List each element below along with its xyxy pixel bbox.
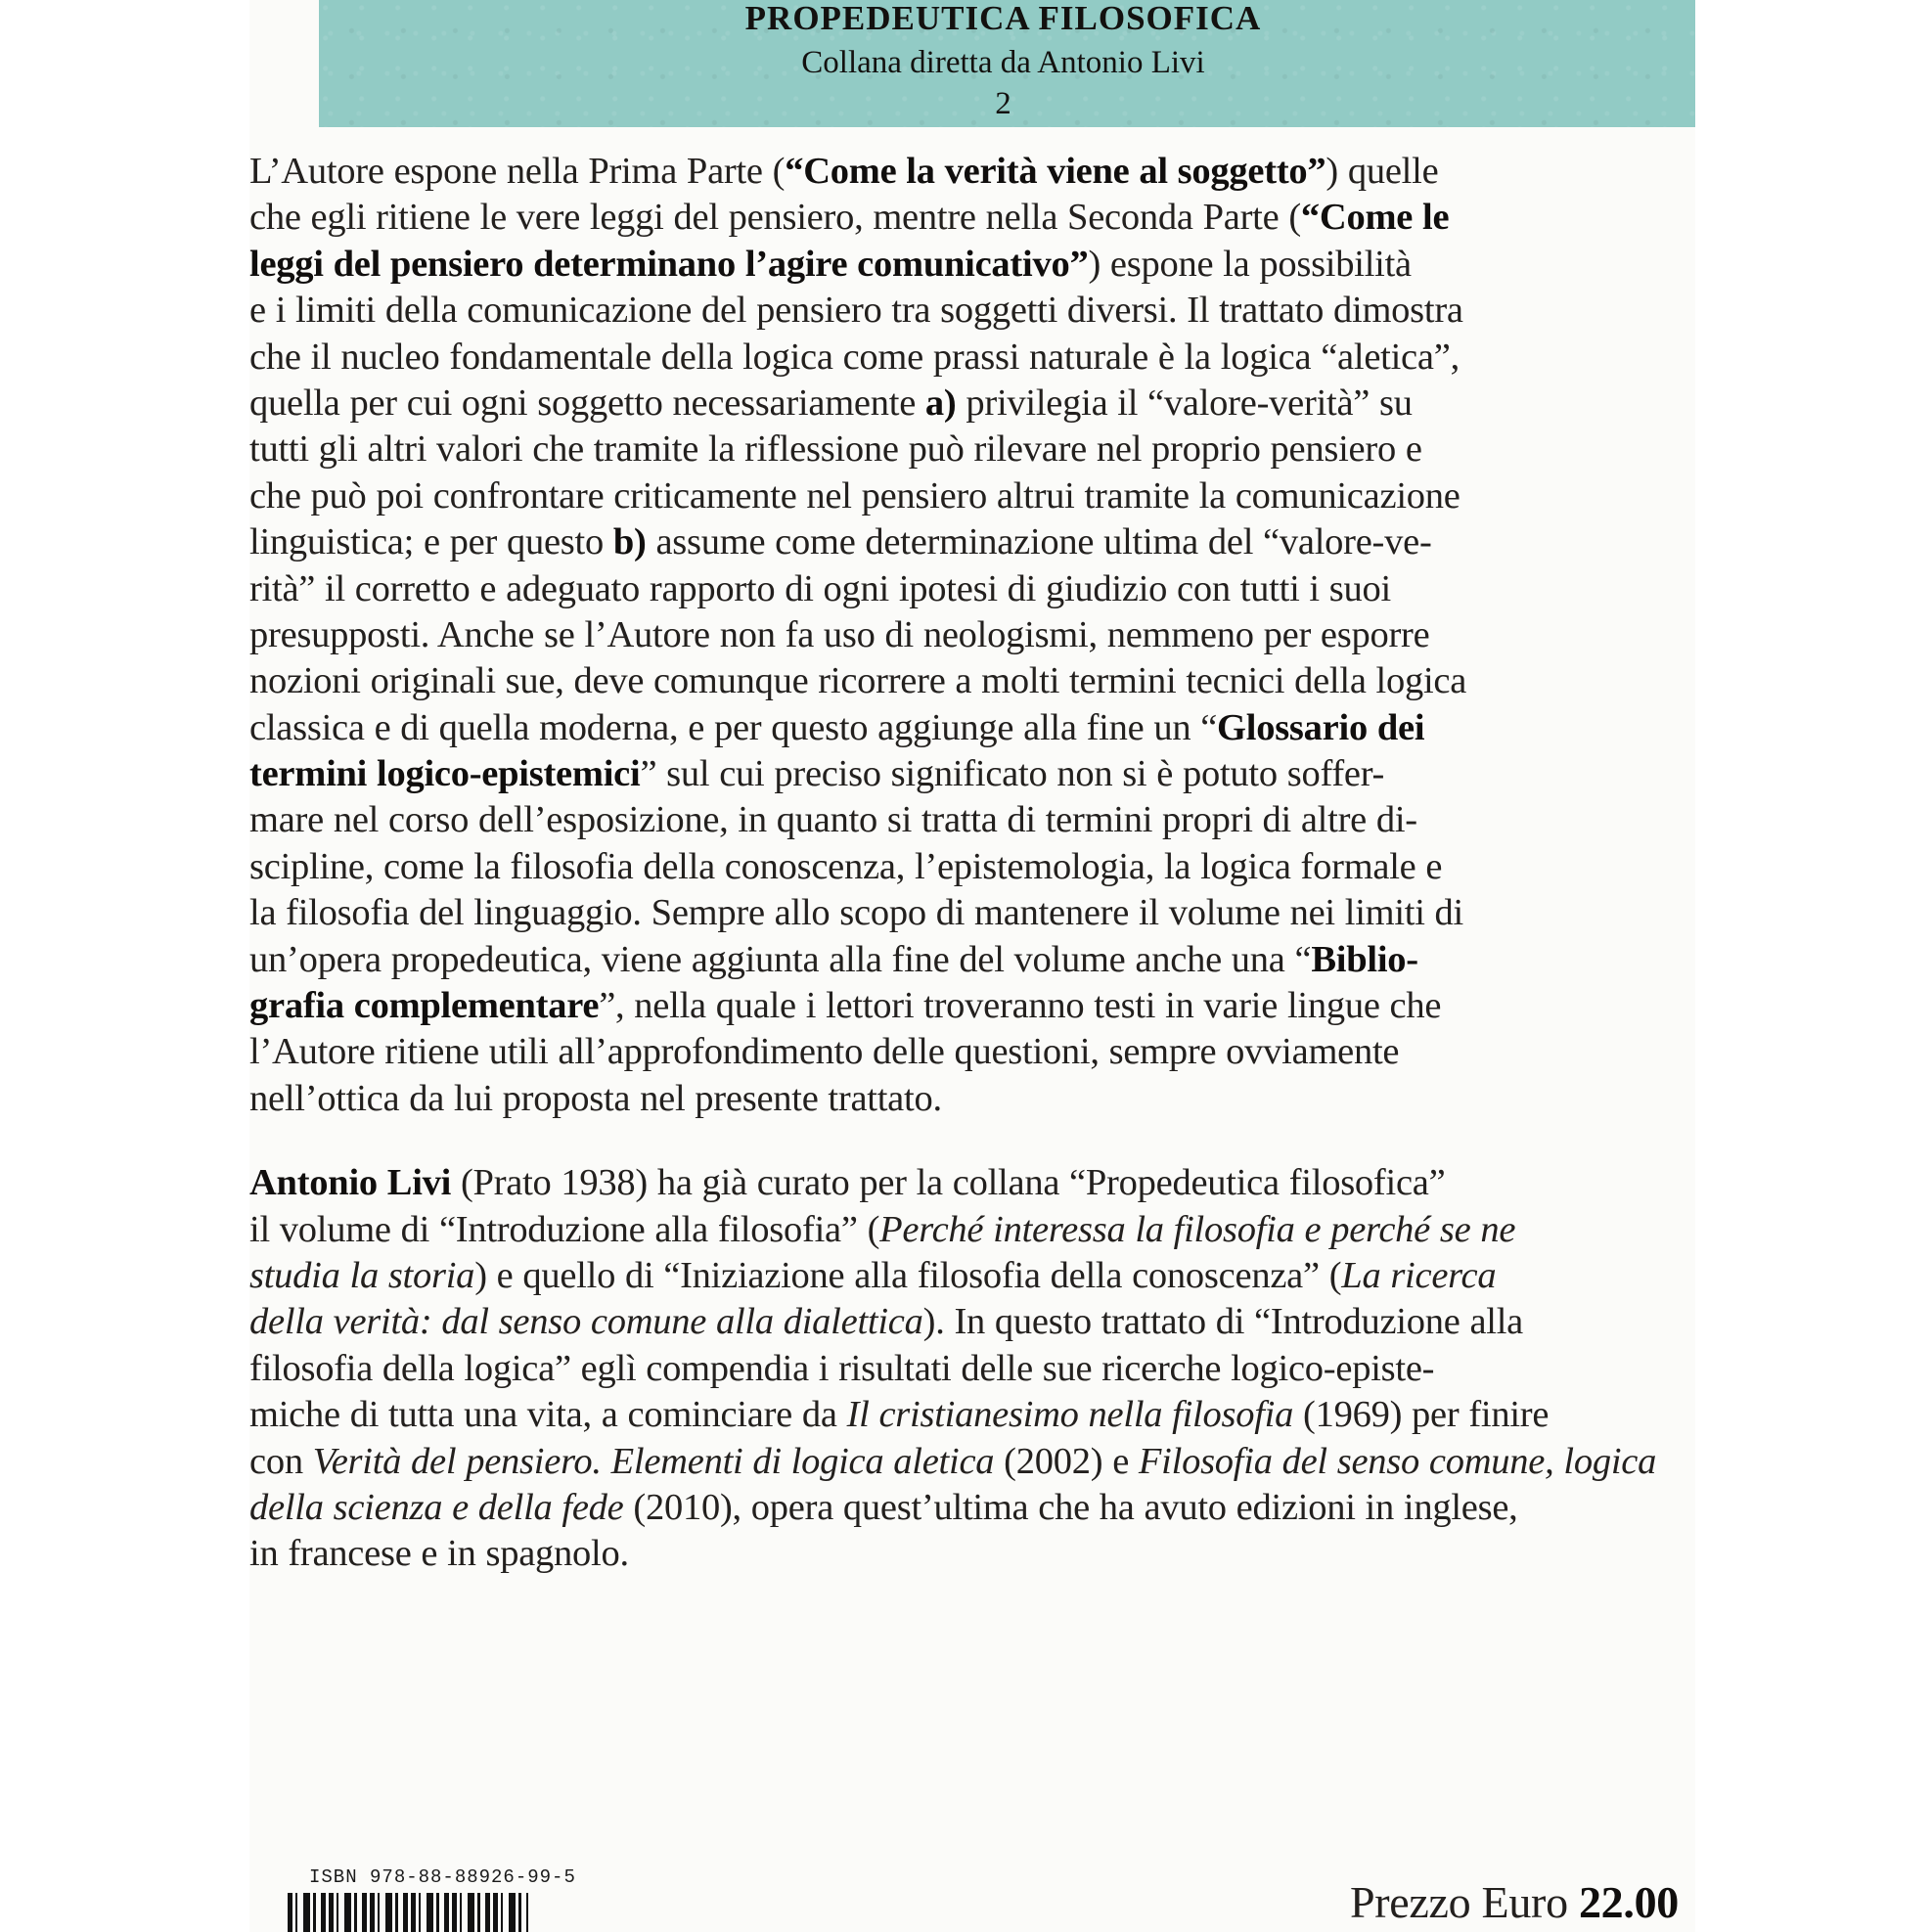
- text-line: della scienza e della fede (2010), opera quest’ultima che ha avuto edizioni in inglese,: [249, 1486, 1518, 1528]
- text-line: della verità: dal senso comune alla dialettica). In questo trattato di “Introduzione alla: [249, 1301, 1524, 1343]
- text-line: che può poi confrontare criticamente nel pensiero altrui tramite la comunicazione: [249, 474, 1460, 517]
- text-line: un’opera propedeutica, viene aggiunta alla fine del volume anche una “Biblio-: [249, 938, 1418, 980]
- price-amount: 22.00: [1578, 1877, 1679, 1927]
- blurb-text-block: [249, 127, 1834, 1578]
- text-line: che il nucleo fondamentale della logica come prassi naturale è la logica “aletica”,: [249, 336, 1460, 378]
- right-gutter: [1695, 0, 1932, 1932]
- text-line: Antonio Livi (Prato 1938) ha già curato per la collana “Propedeutica filosofica”: [249, 1162, 1446, 1204]
- text-line: il volume di “Introduzione alla filosofia” (Perché interessa la filosofia e perché se ne: [249, 1208, 1516, 1250]
- text-line: nozioni originali sue, deve comunque ricorrere a molti termini tecnici della logica: [249, 660, 1467, 702]
- text-line: rità” il corretto e adeguato rapporto di ogni ipotesi di giudizio con tutti i suoi: [249, 567, 1391, 609]
- text-line: nell’ottica da lui proposta nel presente trattato.: [249, 1077, 942, 1119]
- text-line: che egli ritiene le vere leggi del pensiero, mentre nella Seconda Parte (“Come le: [249, 197, 1450, 239]
- text-line: scipline, come la filosofia della conoscenza, l’epistemologia, la logica formale e: [249, 845, 1443, 887]
- text-line: filosofia della logica” eglì compendia i risultati delle sue ricerche logico-episte-: [249, 1347, 1435, 1389]
- text-line: linguistica; e per questo b) assume come determinazione ultima del “valore-ve-: [249, 521, 1432, 563]
- price-line: [1350, 1876, 1679, 1928]
- left-margin: [0, 0, 249, 1932]
- blurb-paragraph-author-bio: [249, 1160, 1834, 1578]
- text-line: leggi del pensiero determinano l’agire comunicativo”) espone la possibilità: [249, 243, 1412, 285]
- text-line: miche di tutta una vita, a cominciare da Il cristianesimo nella filosofia (1969) per finire: [249, 1394, 1550, 1436]
- text-line: L’Autore espone nella Prima Parte (“Come la verità viene al soggetto”) quelle: [249, 151, 1439, 192]
- series-title: PROPEDEUTICA FILOSOFICA: [744, 0, 1262, 37]
- text-line: in francese e in spagnolo.: [249, 1533, 629, 1575]
- text-line: e i limiti della comunicazione del pensiero tra soggetti diversi. Il trattato dimostra: [249, 290, 1463, 332]
- blurb-paragraph-main: [249, 149, 1834, 1122]
- text-line: tutti gli altri valori che tramite la riflessione può rilevare nel proprio pensiero e: [249, 428, 1422, 471]
- isbn-barcode-block: [284, 1866, 576, 1932]
- text-line: l’Autore ritiene utili all’approfondimento delle questioni, sempre ovviamente: [249, 1031, 1400, 1073]
- isbn-label: ISBN 978-88-88926-99-5: [309, 1866, 576, 1888]
- text-line: studia la storia) e quello di “Iniziazione alla filosofia della conoscenza” (La ricerca: [249, 1254, 1497, 1296]
- text-line: quella per cui ogni soggetto necessariamente a) privilegia il “valore-verità” su: [249, 382, 1413, 424]
- text-line: con Verità del pensiero. Elementi di logica aletica (2002) e Filosofia del senso comune, logica: [249, 1440, 1657, 1482]
- text-line: mare nel corso dell’esposizione, in quanto si tratta di termini propri di altre di-: [249, 799, 1417, 841]
- series-band: [319, 0, 1695, 127]
- text-line: grafia complementare”, nella quale i lettori troveranno testi in varie lingue che: [249, 985, 1442, 1027]
- text-line: la filosofia del linguaggio. Sempre allo scopo di mantenere il volume nei limiti di: [249, 892, 1464, 934]
- series-editor-line: Collana diretta da Antonio Livi: [801, 45, 1205, 80]
- series-volume-number: 2: [995, 86, 1011, 121]
- price-label: Prezzo Euro: [1350, 1877, 1579, 1927]
- ean13-barcode: [288, 1893, 528, 1932]
- text-line: presupposti. Anche se l’Autore non fa uso di neologismi, nemmeno per esporre: [249, 613, 1430, 655]
- text-line: termini logico-epistemici” sul cui preciso significato non si è potuto soffer-: [249, 753, 1385, 795]
- text-line: classica e di quella moderna, e per questo aggiunge alla fine un “Glossario dei: [249, 706, 1425, 748]
